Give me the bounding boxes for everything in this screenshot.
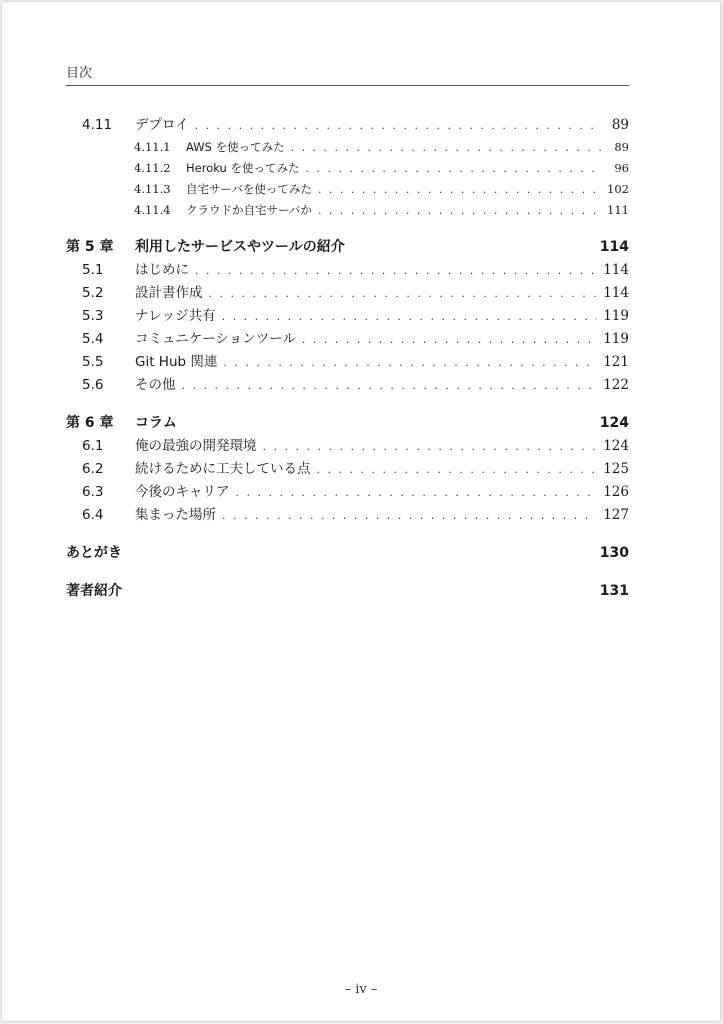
dot-leader: [318, 200, 601, 221]
section-title: はじめに: [135, 262, 189, 278]
page-number: 111: [607, 203, 629, 217]
page-number: 89: [611, 117, 629, 133]
dot-leader: [182, 374, 598, 397]
dot-leader: [302, 328, 597, 351]
chapter-title: コラム: [135, 415, 177, 431]
section-title: Git Hub 関連: [135, 354, 218, 370]
toc-entry-5-1[interactable]: [66, 259, 629, 282]
page-number: 119: [603, 308, 629, 324]
section-title: その他: [135, 377, 176, 393]
toc-chapter-5[interactable]: [66, 235, 629, 259]
chapter-number: 第 5 章: [66, 239, 114, 255]
subsection-number: 4.11.1: [134, 140, 171, 154]
dot-leader: [222, 305, 598, 328]
toc-entry-5-2[interactable]: [66, 282, 629, 305]
subsection-title: Heroku を使ってみた: [186, 161, 300, 175]
toc-entry-4-11[interactable]: [66, 114, 629, 137]
page-number: 131: [599, 583, 629, 599]
chapter-number: 第 6 章: [66, 415, 114, 431]
toc-entry-5-6[interactable]: [66, 374, 629, 397]
dot-leader: [263, 435, 598, 458]
section-number: 5.2: [82, 285, 104, 301]
subsection-number: 4.11.2: [134, 161, 171, 175]
section-number: 6.4: [82, 507, 104, 523]
page-number: 102: [607, 182, 629, 196]
subsection-title: AWS を使ってみた: [186, 140, 285, 154]
running-head: 目次: [66, 62, 629, 86]
dot-leader: [222, 504, 597, 527]
toc-entry-5-4[interactable]: [66, 328, 629, 351]
dot-leader: [317, 458, 598, 481]
section-number: 5.5: [82, 354, 104, 370]
section-title: 俺の最強の開発環境: [135, 438, 257, 454]
subsection-title: 自宅サーバを使ってみた: [186, 182, 312, 196]
section-number: 5.6: [82, 377, 104, 393]
table-of-contents: [66, 114, 629, 603]
spacer: [66, 527, 629, 541]
dot-leader: [195, 259, 597, 282]
dot-leader: [209, 282, 598, 305]
page-number: 122: [603, 377, 629, 393]
page-number: 124: [599, 415, 629, 431]
toc-entry-4-11-4[interactable]: [66, 200, 629, 221]
page-number: 89: [614, 140, 629, 154]
dot-leader: [305, 158, 601, 179]
page-number: 124: [603, 438, 629, 454]
document-page: [2, 2, 720, 1021]
page-number: 125: [603, 461, 629, 477]
page-footer: – iv –: [344, 982, 378, 997]
page-number: 127: [603, 507, 629, 523]
toc-authors[interactable]: [66, 579, 629, 603]
page-number: 114: [603, 285, 629, 301]
page-number: 114: [599, 239, 629, 255]
subsection-number: 4.11.3: [134, 182, 171, 196]
dot-leader: [291, 137, 601, 158]
toc-entry-6-4[interactable]: [66, 504, 629, 527]
toc-entry-4-11-1[interactable]: [66, 137, 629, 158]
page-number: 119: [603, 331, 629, 347]
section-number: 5.3: [82, 308, 104, 324]
toc-entry-5-3[interactable]: [66, 305, 629, 328]
spacer: [66, 397, 629, 411]
chapter-title: 著者紹介: [66, 583, 122, 599]
chapter-title: あとがき: [66, 545, 122, 561]
toc-entry-5-5[interactable]: [66, 351, 629, 374]
section-title: 続けるために工夫している点: [135, 461, 311, 477]
section-title: ナレッジ共有: [135, 308, 216, 324]
section-number: 5.4: [82, 331, 104, 347]
section-number: 6.2: [82, 461, 104, 477]
dot-leader: [318, 179, 601, 200]
dot-leader: [236, 481, 598, 504]
page-number: 121: [603, 354, 629, 370]
spacer: [66, 221, 629, 235]
section-number: 5.1: [82, 262, 104, 278]
section-title: コミュニケーションツール: [135, 331, 296, 347]
chapter-title: 利用したサービスやツールの紹介: [135, 239, 345, 255]
toc-entry-6-2[interactable]: [66, 458, 629, 481]
section-title: 集まった場所: [135, 507, 216, 523]
section-title: デプロイ: [135, 117, 189, 133]
section-number: 6.3: [82, 484, 104, 500]
page-number: 130: [599, 545, 629, 561]
toc-entry-4-11-3[interactable]: [66, 179, 629, 200]
section-title: 設計書作成: [135, 285, 203, 301]
toc-entry-6-1[interactable]: [66, 435, 629, 458]
spacer: [66, 565, 629, 579]
page-number: 126: [603, 484, 629, 500]
section-number: 4.11: [82, 117, 113, 133]
dot-leader: [223, 351, 597, 374]
section-number: 6.1: [82, 438, 104, 454]
subsection-title: クラウドか自宅サーバか: [186, 203, 312, 217]
section-title: 今後のキャリア: [135, 484, 230, 500]
toc-entry-4-11-2[interactable]: [66, 158, 629, 179]
subsection-number: 4.11.4: [134, 203, 171, 217]
toc-entry-6-3[interactable]: [66, 481, 629, 504]
toc-afterword[interactable]: [66, 541, 629, 565]
toc-chapter-6[interactable]: [66, 411, 629, 435]
page-number: 96: [614, 161, 629, 175]
page-number: 114: [603, 262, 629, 278]
dot-leader: [195, 114, 601, 137]
